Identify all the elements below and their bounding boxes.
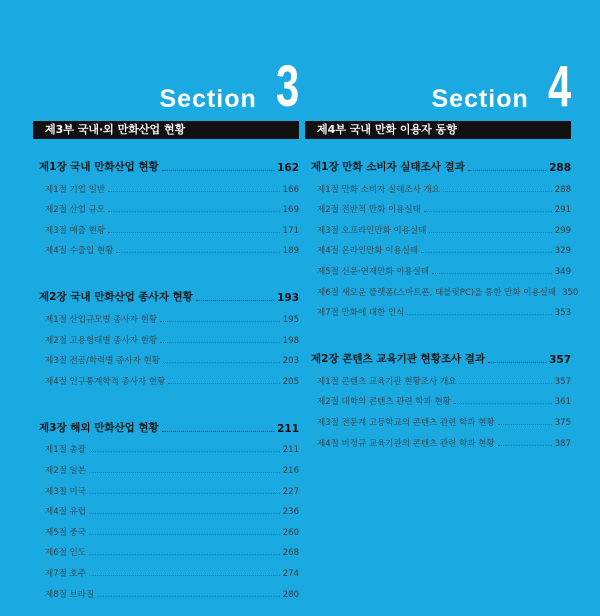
subsection-title: 제4절 비정규 교육기관의 콘텐츠 관련 학과 현황 — [317, 438, 495, 449]
dot-leader — [407, 313, 551, 315]
subsection-title: 제1절 기업 일반 — [45, 184, 106, 195]
chapter-title: 제2장 국내 만화산업 종사자 현황 — [39, 291, 193, 304]
subsection-entry — [305, 195, 571, 216]
page-number: 211 — [277, 422, 299, 435]
subsection-title: 제2절 고용형태별 종사자 현황 — [45, 335, 158, 346]
page-number: 329 — [554, 246, 571, 257]
page-number: 205 — [282, 376, 299, 387]
page-number: 375 — [554, 417, 571, 428]
section-label: Section — [431, 85, 529, 113]
subsection-entry — [33, 497, 299, 518]
page-number: 274 — [282, 568, 299, 579]
dot-leader — [162, 430, 274, 432]
subsection-entry — [305, 174, 571, 195]
dot-leader — [196, 299, 274, 301]
page-number: 227 — [282, 486, 299, 497]
chapter-entry — [33, 413, 299, 435]
dot-leader — [443, 190, 552, 192]
page-number: 195 — [282, 314, 299, 325]
subsection-entry — [33, 517, 299, 538]
chapter-entry — [33, 152, 299, 174]
subsection-title: 제1절 만화 소비자 실태조사 개요 — [317, 184, 440, 195]
subsection-entry — [33, 538, 299, 559]
dot-leader — [108, 231, 280, 233]
section-number: 3 — [275, 54, 299, 119]
subsection-entry — [33, 558, 299, 579]
subsection-entry — [33, 455, 299, 476]
page-number: 203 — [282, 356, 299, 367]
dot-leader — [116, 251, 279, 253]
chapter-title: 제1장 만화 소비자 실태조사 결과 — [311, 161, 465, 173]
page-number: 291 — [554, 205, 571, 216]
section-label: Section — [159, 85, 257, 113]
subsection-title: 제7절 만화에 대한 인식 — [317, 308, 405, 319]
page-number: 353 — [554, 308, 571, 319]
page-number: 216 — [282, 465, 299, 476]
page-number: 162 — [277, 162, 299, 174]
dot-leader — [89, 471, 280, 473]
subsection-title: 제4절 온라인만화 이용실태 — [317, 246, 419, 257]
dot-leader — [459, 382, 551, 384]
subsection-entry — [305, 236, 571, 257]
page-number: 211 — [282, 445, 299, 456]
subsection-title: 제6절 새로운 플랫폼(스마트폰, 태블릿PC)을 통한 만화 이용실태 — [317, 287, 557, 298]
dot-leader — [429, 231, 551, 233]
dot-leader — [97, 595, 280, 597]
page-number: 268 — [282, 548, 299, 559]
subsection-entry — [33, 195, 299, 216]
page-number: 189 — [282, 246, 299, 257]
chapter-entry — [305, 152, 571, 174]
page-number: 260 — [282, 527, 299, 538]
page-number: 357 — [549, 354, 571, 367]
dot-leader — [454, 402, 552, 404]
subsection-entry — [33, 304, 299, 325]
dot-leader — [498, 444, 552, 446]
subsection-title: 제2절 산업 규모 — [45, 205, 106, 216]
subsection-title: 제2절 대학의 콘텐츠 관련 학과 현황 — [317, 397, 451, 408]
toc-list — [305, 146, 579, 449]
subsection-title: 제3절 매출 현황 — [45, 225, 106, 236]
part-title-bar: 제3부 국내·외 만화산업 현황 — [33, 121, 299, 139]
subsection-title: 제1절 콘텐츠 교육기관 현황조사 개요 — [317, 376, 457, 387]
subsection-entry — [33, 476, 299, 497]
subsection-entry — [305, 387, 571, 408]
subsection-entry — [305, 256, 571, 277]
chapter-title: 제3장 해외 만화산업 현황 — [39, 421, 159, 434]
dot-leader — [89, 492, 280, 494]
page-number: 361 — [554, 397, 571, 408]
subsection-entry — [305, 366, 571, 387]
subsection-title: 제5절 신문·연재만화 이용실태 — [317, 266, 430, 277]
subsection-title: 제4절 수출입 현황 — [45, 246, 114, 257]
page-number: 198 — [282, 335, 299, 346]
page-number: 288 — [554, 184, 571, 195]
dot-leader — [488, 361, 546, 363]
page-number: 357 — [554, 376, 571, 387]
dot-leader — [162, 169, 274, 171]
chapter-block — [305, 152, 579, 319]
dot-leader — [432, 272, 552, 274]
page-number: 299 — [554, 225, 571, 236]
dot-leader — [89, 512, 280, 514]
subsection-title: 제3절 오프라인만화 이용실태 — [317, 225, 427, 236]
dot-leader — [108, 210, 280, 212]
dot-leader — [160, 320, 280, 322]
subsection-entry — [33, 346, 299, 367]
chapter-block — [33, 152, 299, 256]
subsection-entry — [33, 366, 299, 387]
dot-leader — [498, 423, 552, 425]
dot-leader — [424, 210, 552, 212]
subsection-entry — [305, 298, 571, 319]
dot-leader — [163, 361, 280, 363]
dot-leader — [89, 533, 280, 535]
subsection-entry — [33, 174, 299, 195]
section-heading — [159, 54, 299, 119]
page-number: 193 — [277, 292, 299, 305]
section-number: 4 — [547, 54, 571, 119]
dot-leader — [108, 190, 280, 192]
subsection-title: 제1절 산업규모별 종사자 현황 — [45, 314, 158, 325]
subsection-entry — [33, 435, 299, 456]
subsection-title: 제7절 호주 — [45, 568, 86, 579]
page-number: 236 — [282, 507, 299, 518]
part-title-bar: 제4부 국내 만화 이용자 동향 — [305, 121, 571, 139]
page-number: 350 — [562, 287, 579, 298]
dot-leader — [89, 450, 280, 452]
subsection-entry — [33, 325, 299, 346]
dot-leader — [89, 574, 280, 576]
chapter-title: 제1장 국내 만화산업 현황 — [39, 161, 159, 173]
toc-list — [33, 146, 299, 600]
page-number: 280 — [282, 589, 299, 600]
dot-leader — [89, 553, 280, 555]
page-number: 349 — [554, 266, 571, 277]
dot-leader — [168, 382, 280, 384]
chapter-entry — [305, 344, 571, 366]
subsection-title: 제3절 미국 — [45, 486, 86, 497]
subsection-entry — [305, 428, 571, 449]
section-heading — [431, 54, 571, 119]
chapter-entry — [33, 282, 299, 304]
chapter-block — [33, 413, 299, 600]
page-number: 387 — [554, 438, 571, 449]
subsection-title: 제1절 총괄 — [45, 445, 86, 456]
page-number: 288 — [549, 162, 571, 174]
subsection-entry — [33, 579, 299, 600]
chapter-block — [33, 282, 299, 386]
subsection-entry — [305, 407, 571, 428]
subsection-title: 제2절 일본 — [45, 465, 86, 476]
subsection-title: 제4절 유럽 — [45, 507, 86, 518]
page-number: 169 — [282, 205, 299, 216]
subsection-title: 제8절 브라질 — [45, 589, 95, 600]
subsection-title: 제4절 인구통계학적 종사자 현황 — [45, 376, 166, 387]
subsection-entry — [305, 277, 579, 298]
subsection-title: 제2절 전반적 만화 이용실태 — [317, 205, 421, 216]
dot-leader — [421, 251, 552, 253]
dot-leader — [468, 169, 546, 171]
dot-leader — [160, 341, 280, 343]
page-number: 166 — [282, 184, 299, 195]
subsection-entry — [33, 215, 299, 236]
chapter-block — [305, 344, 571, 448]
subsection-entry — [305, 215, 571, 236]
subsection-title: 제3절 전공/학력별 종사자 현황 — [45, 356, 160, 367]
page-number: 171 — [282, 225, 299, 236]
subsection-title: 제3절 전문계 고등학교의 콘텐츠 관련 학과 현황 — [317, 417, 495, 428]
subsection-title: 제6절 인도 — [45, 548, 86, 559]
subsection-entry — [33, 236, 299, 257]
subsection-title: 제5절 중국 — [45, 527, 86, 538]
chapter-title: 제2장 콘텐츠 교육기관 현황조사 결과 — [311, 353, 486, 366]
